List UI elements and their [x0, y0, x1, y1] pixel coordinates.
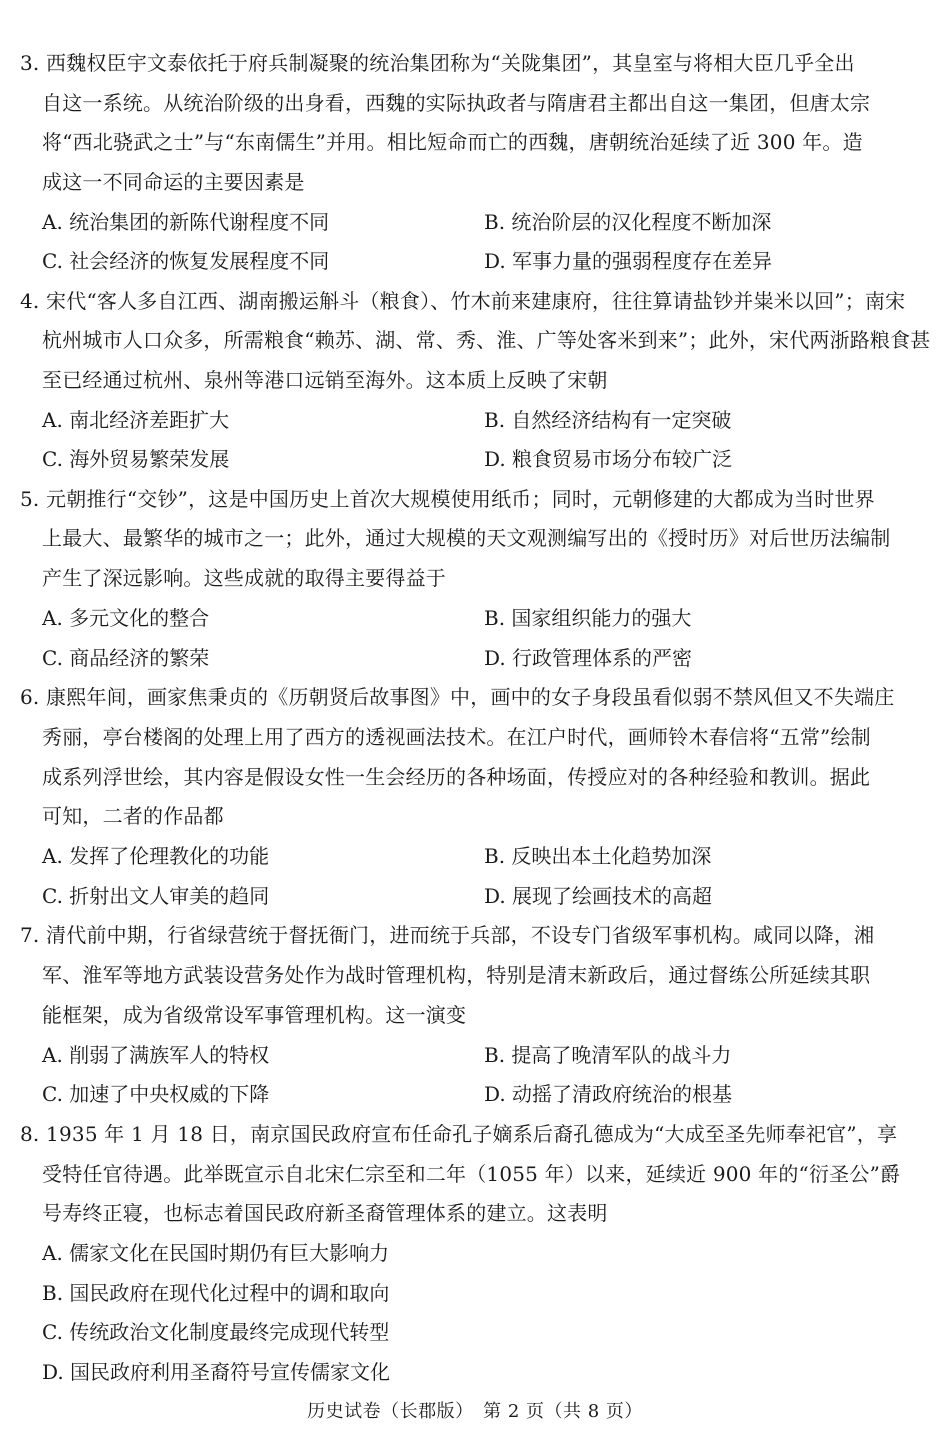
question-stem-line: 7. 清代前中期，行省绿营统于督抚衙门，进而统于兵部，不设专门省级军事机构。咸同以降，湘 — [20, 923, 875, 947]
question-stem-line: 秀丽，亭台楼阁的处理上用了西方的透视画法技术。在江户时代，画师铃木春信将“五常”绘制 — [42, 725, 871, 749]
question-stem-line: 能框架，成为省级常设军事管理机构。这一演变 — [42, 1003, 467, 1027]
option-a[interactable]: A. 削弱了满族军人的特权 — [42, 1043, 270, 1067]
question-stem-line: 上最大、最繁华的城市之一；此外，通过大规模的天文观测编写出的《授时历》对后世历法编制 — [42, 526, 891, 550]
option-b[interactable]: B. 提高了晚清军队的战斗力 — [484, 1043, 732, 1067]
question-stem-line: 6. 康熙年间，画家焦秉贞的《历朝贤后故事图》中，画中的女子身段虽看似弱不禁风但又不失端庄 — [20, 685, 895, 709]
option-c[interactable]: C. 海外贸易繁荣发展 — [42, 447, 230, 471]
option-a[interactable]: A. 南北经济差距扩大 — [42, 408, 230, 432]
option-c[interactable]: C. 传统政治文化制度最终完成现代转型 — [42, 1320, 390, 1344]
question-stem-line: 产生了深远影响。这些成就的取得主要得益于 — [42, 566, 446, 590]
question-stem-line: 成这一不同命运的主要因素是 — [42, 170, 305, 194]
question-stem-line: 可知，二者的作品都 — [42, 804, 224, 828]
question-stem-line: 杭州城市人口众多，所需粮食“赖苏、湖、常、秀、淮、广等处客米到来”；此外，宋代两浙路粮食甚 — [42, 328, 931, 352]
option-b[interactable]: B. 自然经济结构有一定突破 — [484, 408, 732, 432]
option-a[interactable]: A. 统治集团的新陈代谢程度不同 — [42, 210, 330, 234]
question-stem-line: 将“西北骁武之士”与“东南儒生”并用。相比短命而亡的西魏，唐朝统治延续了近 300 年。造 — [42, 130, 863, 154]
option-d[interactable]: D. 国民政府利用圣裔符号宣传儒家文化 — [42, 1360, 391, 1384]
option-a[interactable]: A. 多元文化的整合 — [42, 606, 210, 630]
option-b[interactable]: B. 统治阶层的汉化程度不断加深 — [484, 210, 772, 234]
question-stem-line: 受特任官待遇。此举既宣示自北宋仁宗至和二年（1055 年）以来，延续近 900 年的“衍圣公”爵 — [42, 1162, 901, 1186]
option-c[interactable]: C. 折射出文人审美的趋同 — [42, 884, 270, 908]
page-footer: 历史试卷（长郡版） 第 2 页（共 8 页） — [307, 1401, 643, 1422]
option-d[interactable]: D. 展现了绘画技术的高超 — [484, 884, 713, 908]
question-stem-line: 自这一系统。从统治阶级的出身看，西魏的实际执政者与隋唐君主都出自这一集团，但唐太宗 — [42, 91, 871, 115]
option-b[interactable]: B. 国家组织能力的强大 — [484, 606, 692, 630]
question-stem-line: 4. 宋代“客人多自江西、湖南搬运斛斗（粮食）、竹木前来建康府，往往算请盐钞并粜米以回”；南宋 — [20, 289, 906, 313]
question-stem-line: 军、淮军等地方武装设营务处作为战时管理机构，特别是清末新政后，通过督练公所延续其职 — [42, 963, 871, 987]
option-d[interactable]: D. 行政管理体系的严密 — [484, 646, 693, 670]
option-b[interactable]: B. 反映出本土化趋势加深 — [484, 844, 712, 868]
question-stem-line: 5. 元朝推行“交钞”，这是中国历史上首次大规模使用纸币；同时，元朝修建的大都成为当时世界 — [20, 487, 875, 511]
question-stem-line: 至已经通过杭州、泉州等港口远销至海外。这本质上反映了宋朝 — [42, 368, 608, 392]
option-a[interactable]: A. 发挥了伦理教化的功能 — [42, 844, 270, 868]
question-stem-line: 3. 西魏权臣宇文泰依托于府兵制凝聚的统治集团称为“关陇集团”，其皇室与将相大臣几乎全出 — [20, 51, 855, 75]
option-d[interactable]: D. 粮食贸易市场分布较广泛 — [484, 447, 733, 471]
option-b[interactable]: B. 国民政府在现代化过程中的调和取向 — [42, 1281, 390, 1305]
option-d[interactable]: D. 动摇了清政府统治的根基 — [484, 1082, 733, 1106]
question-stem-line: 号寿终正寝，也标志着国民政府新圣裔管理体系的建立。这表明 — [42, 1201, 608, 1225]
option-d[interactable]: D. 军事力量的强弱程度存在差异 — [484, 249, 773, 273]
question-stem-line: 成系列浮世绘，其内容是假设女性一生会经历的各种场面，传授应对的各种经验和教训。据此 — [42, 765, 871, 789]
option-c[interactable]: C. 商品经济的繁荣 — [42, 646, 210, 670]
option-c[interactable]: C. 加速了中央权威的下降 — [42, 1082, 270, 1106]
question-stem-line: 8. 1935 年 1 月 18 日，南京国民政府宣布任命孔子嫡系后裔孔德成为“大成至圣先师奉祀官”，享 — [20, 1122, 898, 1146]
option-a[interactable]: A. 儒家文化在民国时期仍有巨大影响力 — [42, 1241, 390, 1265]
option-c[interactable]: C. 社会经济的恢复发展程度不同 — [42, 249, 330, 273]
